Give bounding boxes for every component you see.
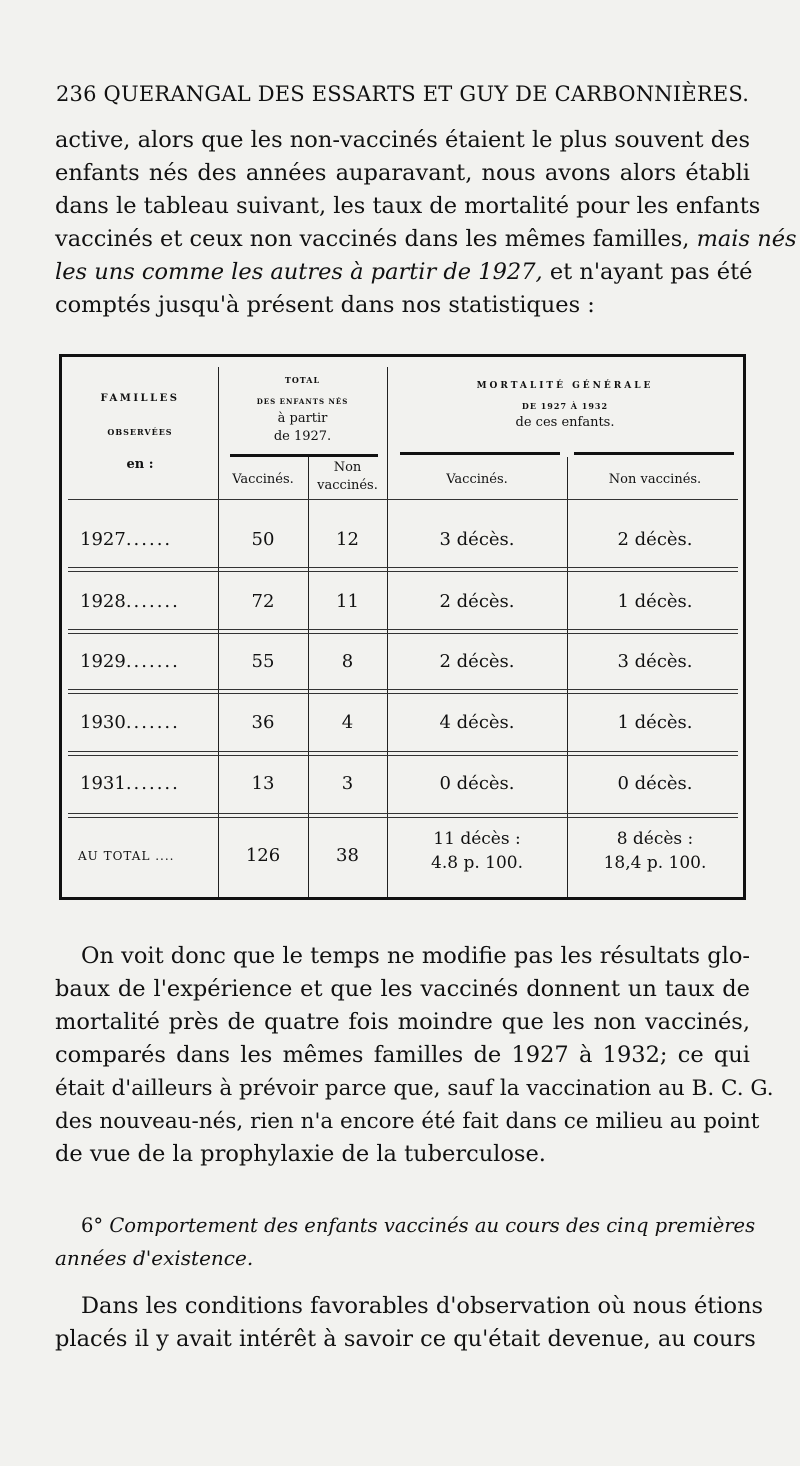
text-line: comptés jusqu'à présent dans nos statistiques : — [55, 292, 595, 318]
header-mortalite: MORTALITÉ GÉNÉRALE — [476, 381, 654, 391]
heading-line — [55, 1210, 756, 1242]
italic-span: les uns comme les autres à partir de 1927, — [55, 259, 543, 285]
text-line: était d'ailleurs à prévoir parce que, sauf la vaccination au B. C. G. — [55, 1076, 774, 1101]
table-row-label — [80, 712, 180, 733]
cell-vaccines: 50 — [251, 529, 275, 550]
section-heading — [55, 1210, 756, 1274]
header-rule — [230, 454, 378, 457]
row-year: 1928 — [80, 591, 126, 612]
text-span: vaccinés et ceux non vaccinés dans les mêmes familles, — [55, 226, 690, 252]
subheader-deces-vaccines: Vaccinés. — [446, 472, 508, 487]
text-span: et n'ayant pas été — [549, 259, 753, 285]
cell-deces-vaccines: 3 décès. — [439, 529, 515, 550]
text-line: de vue de la prophylaxie de la tuberculose. — [55, 1141, 546, 1167]
cell-deces-non-vaccines: 1 décès. — [617, 712, 693, 733]
cell-deces-non-vaccines: 0 décès. — [617, 773, 693, 794]
row-rule — [68, 499, 738, 500]
cell-vaccines: 36 — [251, 712, 275, 733]
cell-deces-vaccines: 4 décès. — [439, 712, 515, 733]
subheader-deces-non-vaccines: Non vaccinés. — [608, 472, 702, 487]
row-year: 1931 — [80, 773, 126, 794]
cell-non-vaccines: 12 — [336, 529, 359, 550]
table-row-label — [80, 773, 180, 794]
row-rule — [68, 817, 738, 818]
heading-line — [55, 1242, 750, 1274]
text-line: placés il y avait intérêt à savoir ce qu'était devenue, au cours — [55, 1326, 756, 1352]
heading-text: années d'existence. — [55, 1246, 254, 1270]
cell-non-vaccines: 3 — [341, 773, 354, 794]
subheader-vaccines-non: vaccinés. — [317, 478, 378, 493]
table-row-label — [80, 591, 180, 612]
text-line: comparés dans les mêmes familles de 1927 à 1932; ce qui — [55, 1042, 750, 1068]
header-1927-1932: DE 1927 À 1932 — [521, 401, 609, 411]
heading-text: Comportement des enfants vaccinés au cours des cinq premières — [109, 1214, 756, 1237]
header-rule — [400, 452, 560, 455]
cell-deces-vaccines: 2 décès. — [439, 651, 515, 672]
cell-non-vaccines: 11 — [336, 591, 359, 612]
cell-deces-non-vaccines: 3 décès. — [617, 651, 693, 672]
row-year: 1930 — [80, 712, 126, 733]
row-rule — [68, 629, 738, 630]
cell-vaccines: 55 — [251, 651, 275, 672]
leader-dots: ....... — [125, 712, 180, 733]
cell-total-deces-vaccines: 11 décès : — [433, 829, 521, 849]
leader-dots: ....... — [125, 591, 180, 612]
subheader-vaccines: Vaccinés. — [232, 472, 294, 487]
table-row-label — [80, 529, 172, 550]
table-row-label — [80, 651, 180, 672]
row-year: 1929 — [80, 651, 126, 672]
cell-vaccines: 72 — [251, 591, 275, 612]
mortality-table — [59, 354, 746, 900]
text-line: baux de l'expérience et que les vaccinés donnent un taux de — [55, 976, 750, 1002]
cell-total-vaccines: 126 — [245, 845, 281, 866]
cell-total-taux-non-vaccines: 18,4 p. 100. — [603, 853, 707, 873]
paragraph-next — [55, 1290, 764, 1356]
text-line: dans le tableau suivant, les taux de mortalité pour les enfants — [55, 193, 761, 219]
cell-non-vaccines: 4 — [341, 712, 354, 733]
cell-total-taux-vaccines: 4.8 p. 100. — [431, 853, 523, 873]
cell-total-deces-non-vaccines: 8 décès : — [616, 829, 694, 849]
cell-deces-vaccines: 2 décès. — [439, 591, 515, 612]
text-line: enfants nés des années auparavant, nous avons alors établi — [55, 160, 750, 186]
cell-vaccines: 13 — [251, 773, 275, 794]
text-line: active, alors que les non-vaccinés étaient le plus souvent des — [55, 127, 750, 153]
header-de-1927: de 1927. — [273, 429, 332, 444]
total-label: AU TOTAL .... — [78, 849, 175, 863]
row-rule — [68, 755, 738, 756]
leader-dots: ...... — [125, 529, 173, 550]
text-line: des nouveau-nés, rien n'a encore été fait dans ce milieu au point — [55, 1109, 760, 1134]
header-enfants-nes: DES ENFANTS NÉS — [256, 397, 349, 406]
row-rule — [68, 751, 738, 752]
row-year: 1927 — [80, 529, 126, 550]
text-line: On voit donc que le temps ne modifie pas les résultats glo- — [81, 943, 750, 969]
cell-total-non-vaccines: 38 — [336, 845, 359, 866]
row-rule — [68, 689, 738, 690]
header-a-partir: à partir — [277, 411, 328, 426]
row-rule — [68, 693, 738, 694]
header-observees: OBSERVÉES — [107, 427, 173, 437]
paragraph-intro — [55, 124, 797, 322]
paragraph-conclusion — [55, 940, 774, 1171]
text-line: Dans les conditions favorables d'observation où nous étions — [81, 1293, 764, 1319]
section-number: 6° — [81, 1214, 104, 1237]
leader-dots: ....... — [125, 773, 180, 794]
cell-non-vaccines: 8 — [341, 651, 354, 672]
text-line: mortalité près de quatre fois moindre que les non vaccinés, — [55, 1009, 750, 1035]
row-rule — [68, 567, 738, 568]
header-rule — [574, 452, 734, 455]
text-line — [55, 256, 753, 289]
row-rule — [68, 571, 738, 572]
leader-dots: ....... — [125, 651, 180, 672]
cell-deces-non-vaccines: 2 décès. — [617, 529, 693, 550]
italic-span: mais nés — [696, 226, 797, 252]
row-rule — [68, 633, 738, 634]
row-rule — [68, 813, 738, 814]
header-familles: FAMILLES — [100, 393, 180, 404]
column-divider — [308, 457, 309, 897]
header-total: TOTAL — [284, 375, 321, 385]
header-ces-enfants: de ces enfants. — [515, 415, 615, 430]
cell-deces-non-vaccines: 1 décès. — [617, 591, 693, 612]
running-head: 236 QUERANGAL DES ESSARTS ET GUY DE CARBONNIÈRES. — [56, 82, 750, 106]
subheader-non: Non — [333, 460, 362, 475]
text-line — [55, 223, 797, 256]
header-en: en : — [126, 457, 154, 472]
cell-deces-vaccines: 0 décès. — [439, 773, 515, 794]
